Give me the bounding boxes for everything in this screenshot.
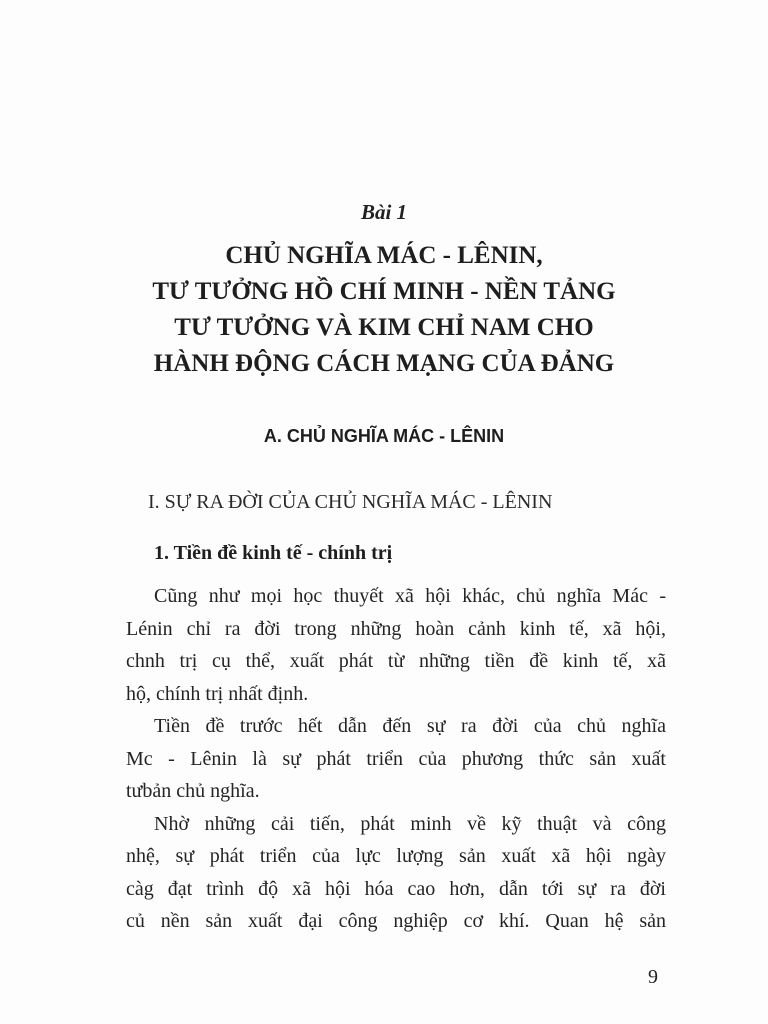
text-line: chnh trị cụ thể, xuất phát từ những tiền đề kinh tế, xã — [126, 650, 666, 672]
body-text — [126, 580, 666, 938]
text-line: nhệ, sự phát triển của lực lượng sản xuất xã hội ngày — [126, 845, 666, 867]
text-line: tưbản chủ nghĩa. — [126, 780, 260, 802]
text-line: hộ, chính trị nhất định. — [126, 682, 309, 705]
title-line: TƯ TƯỞNG HỒ CHÍ MINH - NỀN TẢNG — [152, 278, 616, 305]
text-line: Cũng như mọi học thuyết xã hội khác, chủ nghĩa Mác - — [154, 585, 666, 607]
text-line: củ nền sản xuất đại công nghiệp cơ khí. Quan hệ sản — [126, 910, 666, 932]
text-line: Tiền đề trước hết dẫn đến sự ra đời của chủ nghĩa — [154, 715, 666, 737]
lesson-title — [0, 238, 768, 382]
text-line: Lénin chỉ ra đời trong những hoàn cảnh kinh tế, xã hội, — [126, 617, 666, 640]
item-heading: 1. Tiền đề kinh tế - chính trị — [154, 542, 393, 564]
section-heading: A. CHỦ NGHĨA MÁC - LÊNIN — [263, 426, 505, 446]
text-line: càg đạt trình độ xã hội hóa cao hơn, dẫn tới sự ra đời — [126, 877, 666, 900]
paragraph — [126, 808, 666, 938]
title-line: TƯ TƯỞNG VÀ KIM CHỈ NAM CHO — [174, 314, 594, 341]
title-line: CHỦ NGHĨA MÁC - LÊNIN, — [225, 242, 543, 269]
lesson-label: Bài 1 — [360, 200, 408, 224]
text-line: Nhờ những cải tiến, phát minh về kỹ thuật và công — [154, 812, 666, 835]
subsection-heading: I. SỰ RA ĐỜI CỦA CHỦ NGHĨA MÁC - LÊNIN — [148, 491, 553, 513]
paragraph — [126, 580, 666, 710]
text-line: Mc - Lênin là sự phát triển của phương thức sản xuất — [126, 747, 666, 770]
page-number: 9 — [648, 966, 658, 988]
title-line: HÀNH ĐỘNG CÁCH MẠNG CỦA ĐẢNG — [153, 350, 615, 377]
paragraph — [126, 710, 666, 808]
